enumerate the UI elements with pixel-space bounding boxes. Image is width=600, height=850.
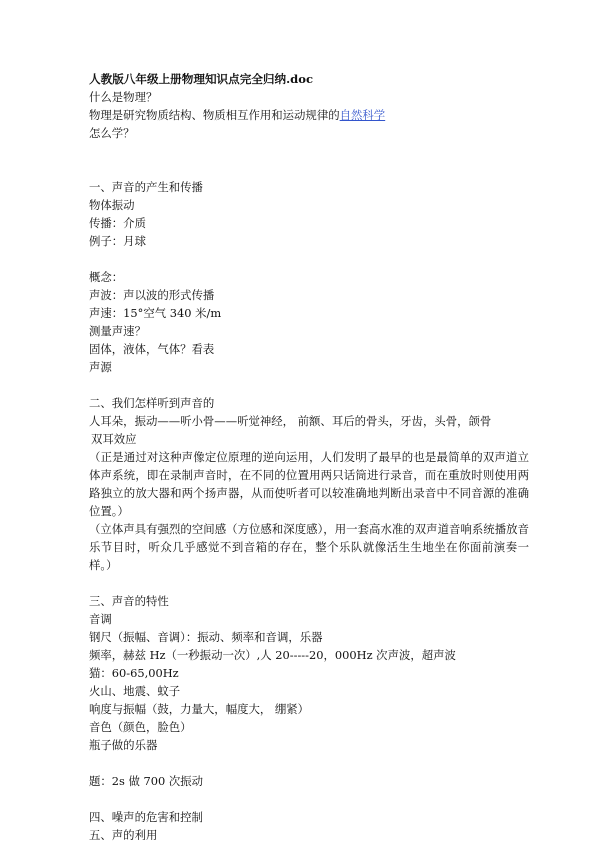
spacer bbox=[89, 754, 529, 772]
section-3-line: 响度与振幅（鼓，力量大，幅度大， 绷紧） bbox=[89, 702, 310, 716]
spacer bbox=[89, 376, 529, 394]
section-1-line: 测量声速？ bbox=[89, 324, 146, 338]
section-1-line: 声源 bbox=[89, 360, 112, 374]
spacer bbox=[89, 142, 529, 178]
section-1-line: 声速：15°空气 340 米/m bbox=[89, 306, 222, 320]
section-3-heading: 三、声音的特性 bbox=[89, 594, 169, 608]
section-1-line: 声波：声以波的形式传播 bbox=[89, 288, 215, 302]
section-2-line: 双耳效应 bbox=[91, 432, 137, 446]
definition-text: 物理是研究物质结构、物质相互作用和运动规律的 bbox=[89, 108, 340, 122]
section-3-line: 频率，赫兹 Hz（一秒振动一次）,人 20-----20，000Hz 次声波，超声波 bbox=[89, 648, 456, 662]
section-3-line: 音调 bbox=[89, 612, 112, 626]
spacer bbox=[89, 790, 529, 808]
section-3-line: 瓶子做的乐器 bbox=[89, 738, 158, 752]
section-1-line: 固体，液体，气体？看表 bbox=[89, 342, 215, 356]
document-title: 人教版八年级上册物理知识点完全归纳.doc bbox=[89, 72, 314, 86]
section-3-line: 钢尺（振幅、音调）：振动、频率和音调，乐器 bbox=[89, 630, 323, 644]
section-3-line: 猫：60-65,00Hz bbox=[89, 666, 179, 680]
section-2-line: 人耳朵，振动——听小骨——听觉神经， 前额、耳后的骨头，牙齿，头骨，颌骨 bbox=[89, 414, 492, 428]
intro-definition bbox=[89, 106, 529, 124]
section-2-paragraph: （立体声具有强烈的空间感（方位感和深度感），用一套高水准的双声道音响系统播放音乐节目时，听众几乎感觉不到音箱的存在，整个乐队就像活生生地坐在你面前演奏一样。） bbox=[89, 522, 529, 572]
document-page bbox=[89, 70, 529, 844]
natural-science-link[interactable]: 自然科学 bbox=[339, 108, 386, 122]
section-1-line: 传播：介质 bbox=[89, 216, 146, 230]
section-1-line: 例子：月球 bbox=[89, 234, 146, 248]
section-3-line: 火山、地震、蚊子 bbox=[89, 684, 181, 698]
section-1-line: 概念： bbox=[89, 270, 124, 284]
section-3-line: 音色（颜色，脸色） bbox=[89, 720, 192, 734]
section-1-line: 物体振动 bbox=[89, 198, 135, 212]
section-3-exercise: 题：2s 做 700 次振动 bbox=[89, 774, 204, 788]
section-2-heading: 二、我们怎样听到声音的 bbox=[89, 396, 215, 410]
section-4-heading: 四、噪声的危害和控制 bbox=[89, 810, 203, 824]
spacer bbox=[89, 250, 529, 268]
section-1-heading: 一、声音的产生和传播 bbox=[89, 180, 203, 194]
spacer bbox=[89, 574, 529, 592]
intro-question-what: 什么是物理？ bbox=[89, 90, 158, 104]
section-2-paragraph: （正是通过对这种声像定位原理的逆向运用，人们发明了最早的也是最简单的双声道立体声系统，即在录制声音时，在不同的位置用两只话筒进行录音，而在重放时则使用两路独立的放大器和两个扬声器，从而使听者可以较准确地判断出录音中不同音源的准确位置。） bbox=[89, 450, 529, 518]
intro-question-how: 怎么学？ bbox=[89, 126, 135, 140]
section-5-heading: 五、声的利用 bbox=[89, 828, 158, 842]
